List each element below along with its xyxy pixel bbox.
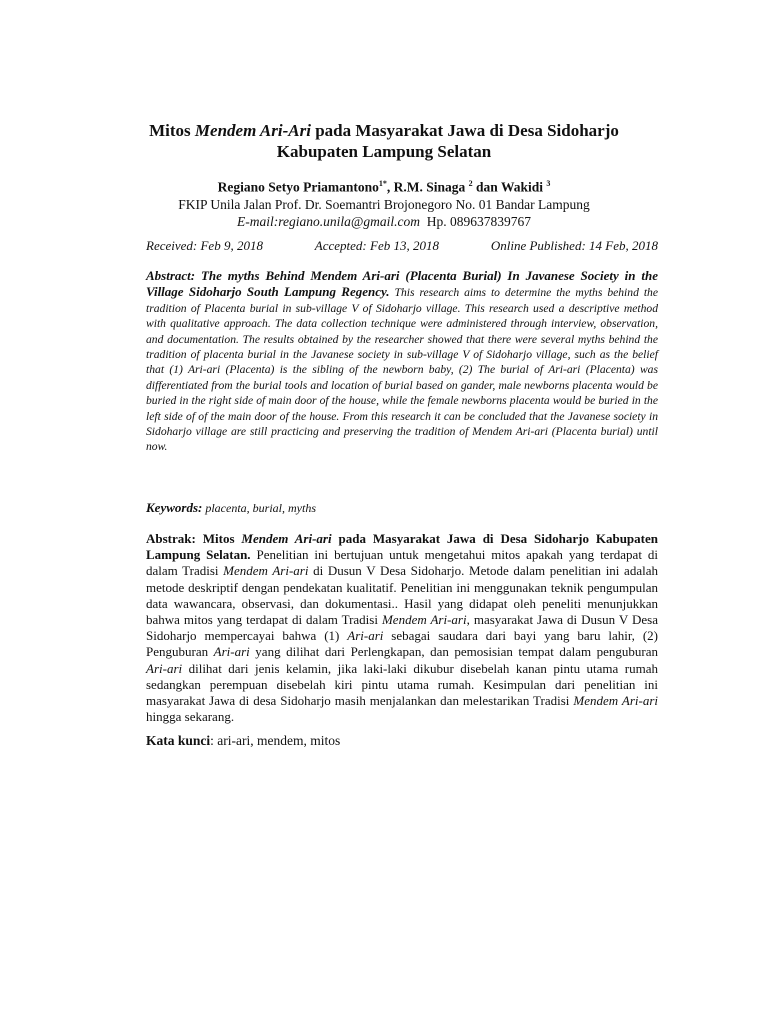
- abstract-en-heading: Abstract: The myths Behind Mendem Ari-ari (Placenta Burial) In Javanese Society in the Village Sidoharjo South Lampung Regency.: [146, 268, 658, 300]
- title-line-1: Mitos Mendem Ari-Ari pada Masyarakat Jawa di Desa Sidoharjo: [149, 121, 619, 140]
- phone-number: Hp. 089637839767: [426, 213, 531, 229]
- received-date: Received: Feb 9, 2018: [146, 238, 263, 253]
- affiliation: FKIP Unila Jalan Prof. Dr. Soemantri Brojonegoro No. 01 Bandar Lampung: [178, 196, 590, 212]
- abstract-en-body: This research aims to determine the myths behind the tradition of Placenta burial in sub-village V of Sidoharjo village. This research used a descriptive method with qualitative approach. The data collection technique were administered through interview, observation, and documentation. The results obtained by the researcher showed that there were several myths behind the tradition of placenta burial in the Javanese society in sub-village V of Sidoharjo village, such as the belief that (1) Ari-ari (Placenta) is the sibling of the newborn baby, (2) The burial of Ari-ari (Placenta) was differentiated from the burial tools and location of burial based on gander, male newborns placenta would be buried in the right side of main door of the house, while the female newborns placenta would be buried in the left side of of the main door of the house. From this research it can be concluded that the Javanese society in Sidoharjo village are still practicing and preserving the tradition of Mendem Ari-ari (Placenta burial) until now.: [146, 286, 658, 454]
- publication-dates: [146, 238, 658, 254]
- paper-title: [100, 120, 668, 162]
- title-italic-term: Mendem Ari-Ari: [194, 121, 311, 140]
- accepted-date: Accepted: Feb 13, 2018: [314, 238, 439, 253]
- abstract-id-heading: Abstrak: Mitos Mendem Ari-ari pada Masyarakat Jawa di Desa Sidoharjo Kabupaten Lampung Selatan.: [146, 531, 658, 563]
- author-block: [100, 175, 668, 230]
- title-line-2: Kabupaten Lampung Selatan: [276, 142, 492, 161]
- keywords-values: placenta, burial, myths: [202, 501, 316, 515]
- abstract-english: [146, 268, 658, 455]
- kata-kunci-label: Kata kunci: [146, 733, 211, 748]
- contact-line: [100, 213, 668, 230]
- kata-kunci-line: [146, 733, 658, 749]
- keywords-label: Keywords:: [146, 500, 203, 515]
- author-names: Regiano Setyo Priamantono$^{1*}$, R.M. Sinaga $^2$ dan Wakidi $^3$: [217, 179, 551, 195]
- abstract-indonesian: Abstrak: Mitos Mendem Ari-ari pada Masyarakat Jawa di Desa Sidoharjo Kabupaten Lampung Selatan. Penelitian ini bertujuan untuk mengetahui mitos apakah yang terdapat di dalam Tradisi Mendem Ari-ari di Dusun V Desa Sidoharjo. Metode dalam penelitian ini adalah metode deskriptif dengan pendekatan kualitatif. Penelitian ini menggunakan teknik pengumpulan data wawancara, observasi, dan dokumentasi.. Hasil yang didapat oleh peneliti menunjukkan bahwa mitos yang terdapat di dalam Tradisi Mendem Ari-ari, masyarakat Jawa di Dusun V Desa Sidoharjo mempercayai bahwa (1) Ari-ari sebagai saudara dari bayi yang baru lahir, (2) Penguburan Ari-ari yang dilihat dari Perlengkapan, dan pemosisian tempat dalam penguburan Ari-ari dilihat dari jenis kelamin, jika laki-laki dikubur disebelah kanan pintu utama rumah sedangkan perempuan disebelah kiri pintu utama rumah. Kesimpulan dari penelitian ini masyarakat Jawa di desa Sidoharjo masih menjalankan dan melestarikan Tradisi Mendem Ari-ari hingga sekarang.: [146, 531, 658, 725]
- keywords-line: [146, 500, 658, 516]
- kata-kunci-values: : ari-ari, mendem, mitos: [210, 733, 341, 748]
- email-address[interactable]: E-mail:regiano.unila@gmail.com: [237, 213, 420, 229]
- published-date: Online Published: 14 Feb, 2018: [490, 238, 658, 253]
